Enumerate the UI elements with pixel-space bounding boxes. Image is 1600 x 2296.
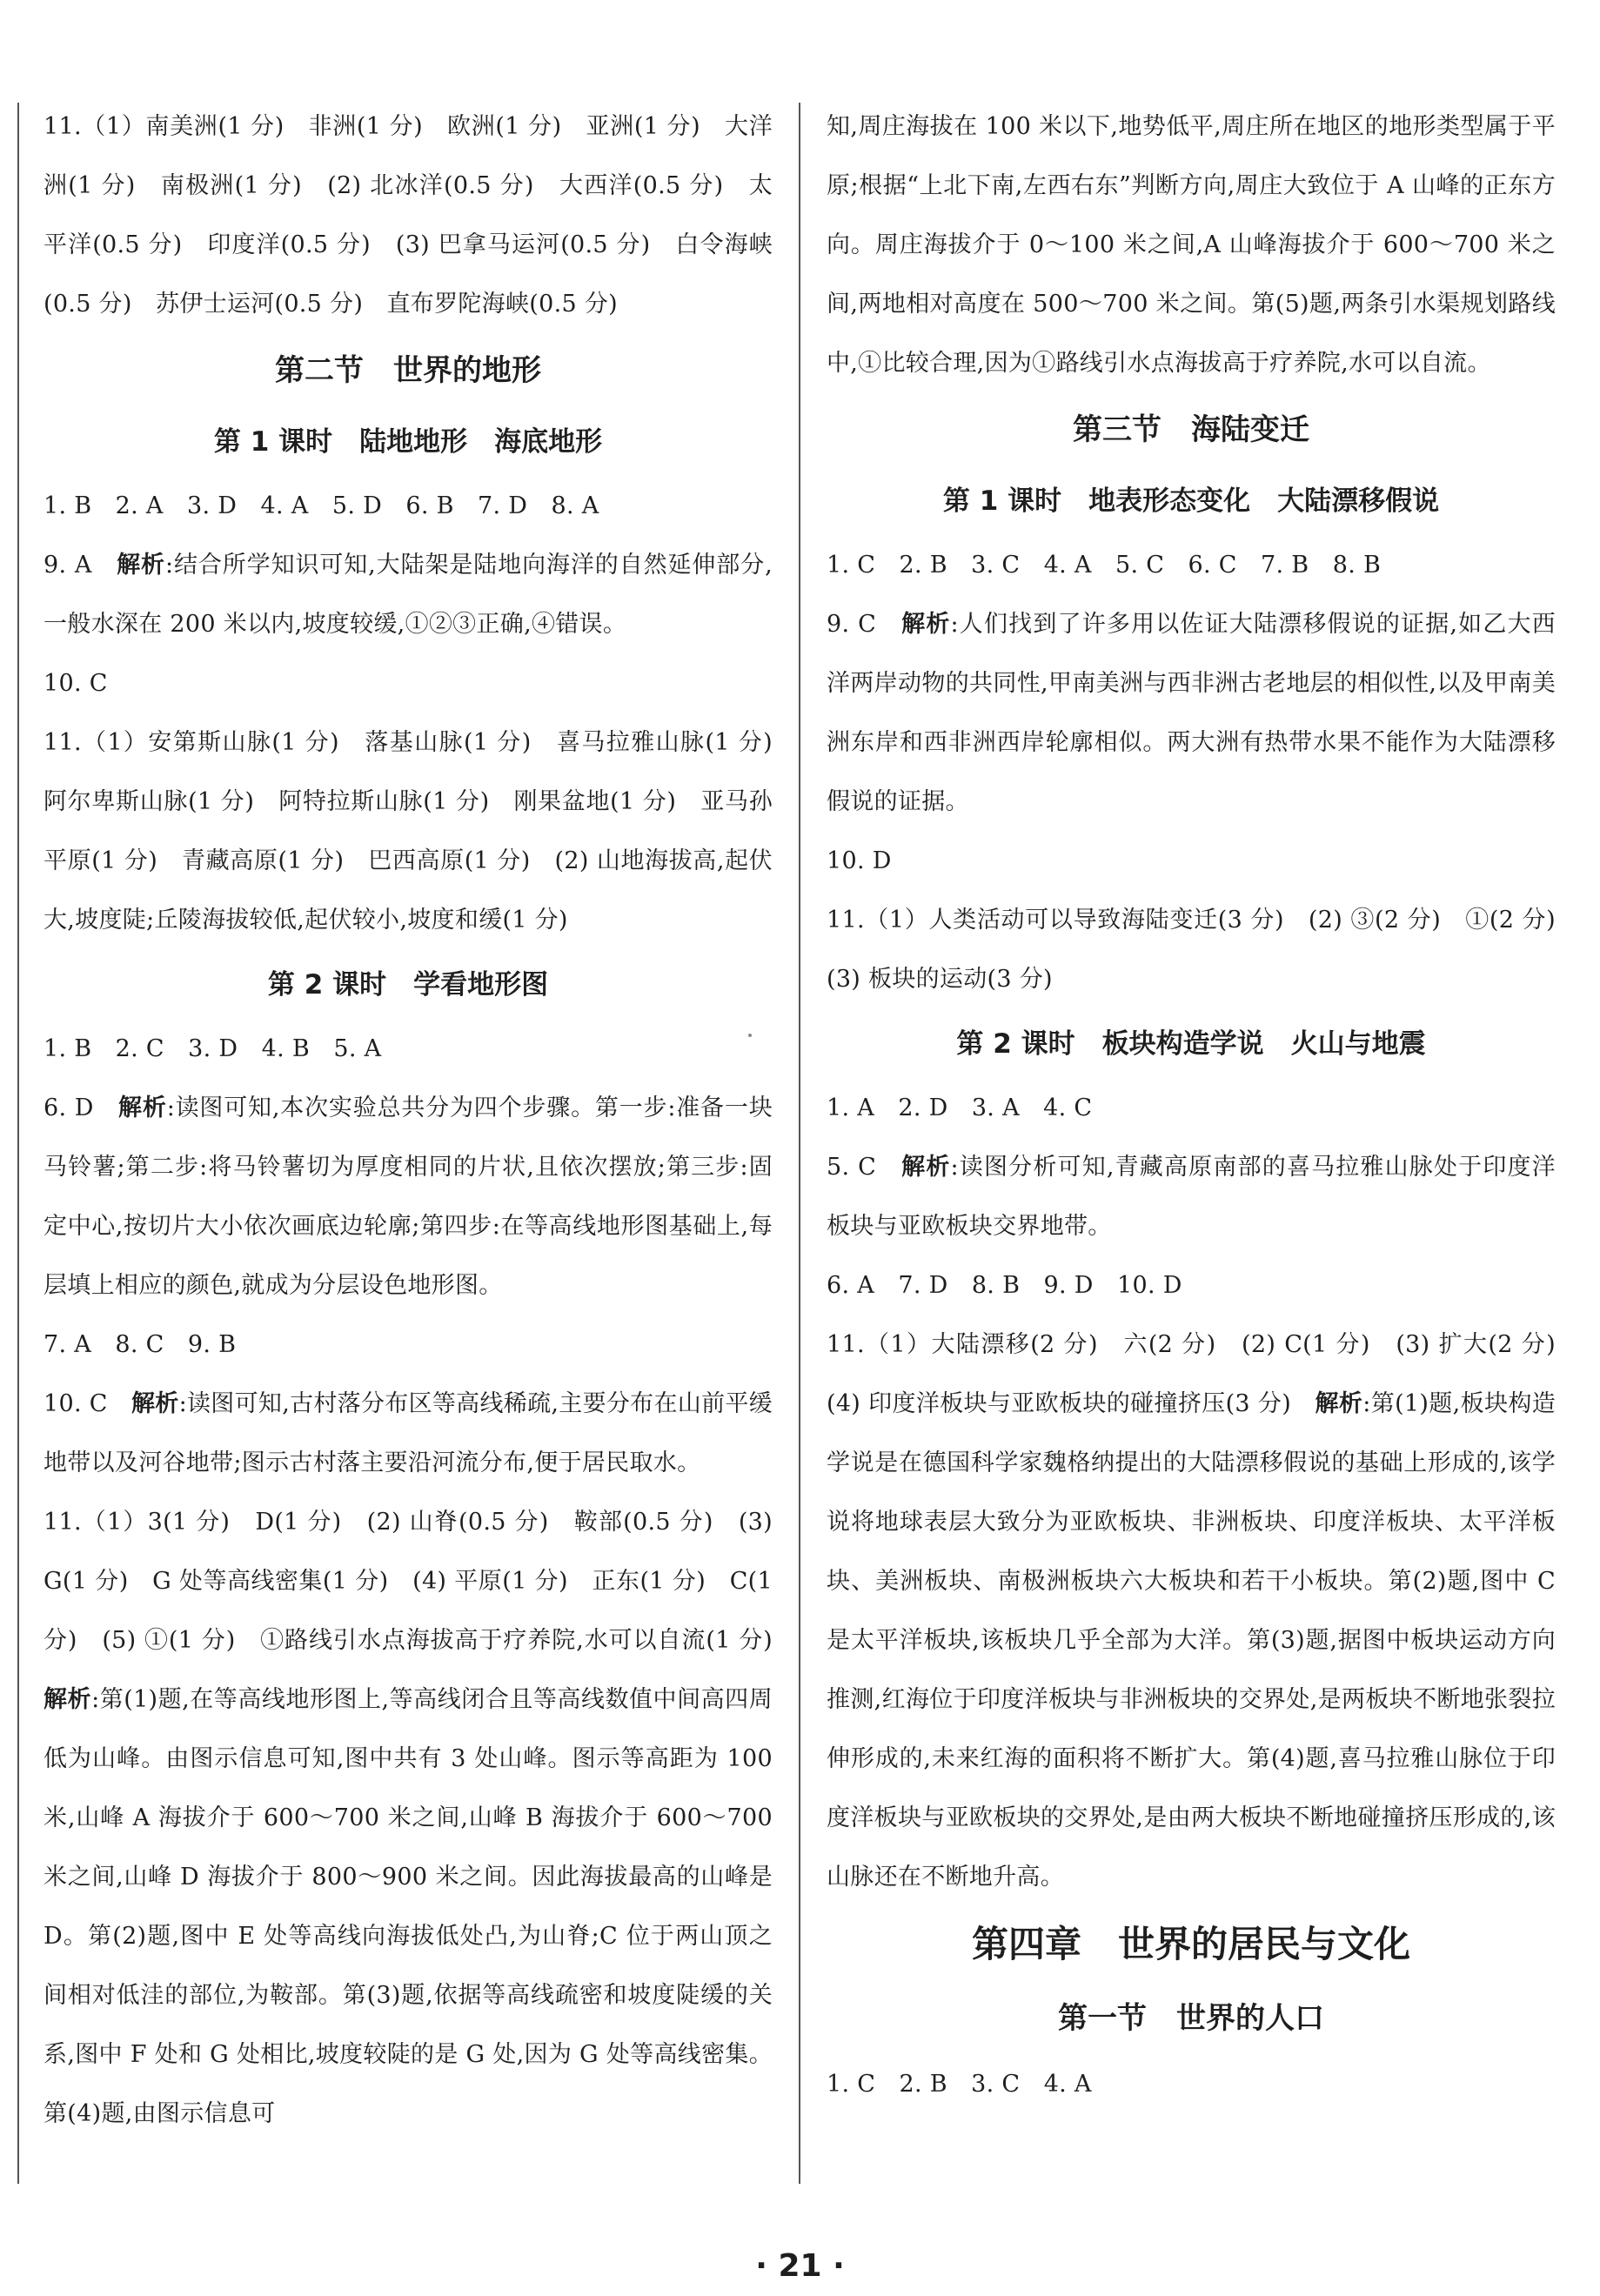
lesson2-q11: [827, 1315, 1580, 1907]
lesson1-title: 第 1 课时 地表形态变化 大陆漂移假说: [942, 485, 1440, 517]
analysis-label: 解析: [901, 611, 951, 638]
left-column: [44, 103, 797, 2144]
q10-analysis: :读图可知,古村落分布区等高线稀疏,主要分布在山前平缓地带以及河谷地带;图示古村落主要沿河流分布,便于居民取水。: [44, 1390, 773, 1476]
lesson1-q9: [44, 536, 773, 654]
section-title-landforms: 第二节 世界的地形: [275, 353, 541, 388]
lesson1-q10: 10. D: [827, 847, 892, 874]
lesson1-q10: 10. C: [44, 670, 108, 697]
q11-analysis: :第(1)题,在等高线地形图上,等高线闭合且等高线数值中间高四周低为山峰。由图示信息可知,图中共有 3 处山峰。图示等高距为 100 米,山峰 A 海拔介于 600～700 米之间,山峰 B 海拔介于 600～700 米之间,山峰 D 海拔介于 800～900 米之间。因此海拔最高的山峰是 D。第(2)题,图中 E 处等高线向海拔低处凸,为山脊;C 位于两山顶之间相对低洼的部位,为鞍部。第(3)题,依据等高线疏密和坡度陡缓的关系,图中 F 处和 G 处相比,坡度较陡的是 G 处,因为 G 处等高线密集。第(4)题,由图示信息可: [44, 1686, 773, 2127]
lesson2-q11: [44, 1493, 797, 2144]
q9-analysis: :人们找到了许多用以佐证大陆漂移假说的证据,如乙大西洋两岸动物的共同性,甲南美洲与西非洲古老地层的相似性,以及甲南美洲东岸和西非洲西岸轮廓相似。两大洲有热带水果不能作为大陆漂移假说的证据。: [827, 611, 1556, 815]
q5-answer: 5. C: [827, 1154, 902, 1181]
q6-answer: 6. D: [44, 1094, 119, 1121]
q11-answer: 11.（1）3(1 分) D(1 分) (2) 山脊(0.5 分) 鞍部(0.5 分) (3) G(1 分) G 处等高线密集(1 分) (4) 平原(1 分) 正东(1 分) C(1 分) (5) ①(1 分) ①路线引水点海拔高于疗养院,水可以自流(1 分): [44, 1509, 797, 1654]
analysis-label: 解析: [1315, 1390, 1363, 1417]
lesson2-q6: [44, 1079, 773, 1315]
lesson2-title: 第 2 课时 学看地形图: [267, 969, 549, 1001]
center-divider-rule: [799, 103, 800, 2184]
chapter4-title: 第四章 世界的居民与文化: [971, 1923, 1410, 1965]
q5-analysis: :读图分析可知,青藏高原南部的喜马拉雅山脉处于印度洋板块与亚欧板块交界地带。: [827, 1154, 1556, 1240]
lesson2-choice-answers-1: 1. A 2. D 3. A 4. C: [827, 1094, 1093, 1121]
lesson1-q11: 11.（1）安第斯山脉(1 分) 落基山脉(1 分) 喜马拉雅山脉(1 分) 阿尔卑斯山脉(1 分) 阿特拉斯山脉(1 分) 刚果盆地(1 分) 亚马孙平原(1 分) 青藏高原(1 分) 巴西高原(1 分) (2) 山地海拔高,起伏大,坡度陡;丘陵海拔较低,起伏较小,坡度和缓(1 分): [44, 729, 797, 934]
lesson2-choice-answers-1: 1. B 2. C 3. D 4. B 5. A: [44, 1035, 382, 1062]
right-column: [827, 103, 1580, 2114]
q10-answer: 10. C: [44, 1390, 131, 1417]
lesson1-choice-answers: 1. B 2. A 3. D 4. A 5. D 6. B 7. D 8. A: [44, 492, 599, 519]
chapter4-section1-title: 第一节 世界的人口: [1058, 2001, 1324, 2036]
lesson1-q11: 11.（1）人类活动可以导致海陆变迁(3 分) (2) ③(2 分) ①(2 分) (3) 板块的运动(3 分): [827, 907, 1580, 993]
lesson2-q10: [44, 1375, 773, 1493]
q11-answer: 11.（1）大陆漂移(2 分) 六(2 分) (2) C(1 分) (3) 扩大(2 分) (4) 印度洋板块与亚欧板块的碰撞挤压(3 分): [827, 1331, 1580, 1417]
q11-analysis: :第(1)题,板块构造学说是在德国科学家魏格纳提出的大陆漂移假说的基础上形成的,该学说将地球表层大致分为亚欧板块、非洲板块、印度洋板块、太平洋板块、美洲板块、南极洲板块六大板块和若干小板块。第(2)题,图中 C 是太平洋板块,该板块几乎全部为大洋。第(3)题,据图中板块运动方向推测,红海位于印度洋板块与非洲板块的交界处,是两板块不断地张裂拉伸形成的,未来红海的面积将不断扩大。第(4)题,喜马拉雅山脉位于印度洋板块与亚欧板块的交界处,是由两大板块不断地碰撞挤压形成的,该山脉还在不断地升高。: [827, 1390, 1556, 1891]
page-number: · 21 ·: [755, 2248, 845, 2284]
analysis-label: 解析: [44, 1686, 92, 1713]
lesson2-q5: [827, 1138, 1556, 1256]
lesson1-q9: [827, 595, 1556, 832]
analysis-label: 解析: [131, 1390, 179, 1417]
q6-analysis: :读图可知,本次实验总共分为四个步骤。第一步:准备一块马铃薯;第二步:将马铃薯切为厚度相同的片状,且依次摆放;第三步:固定中心,按切片大小依次画底边轮廓;第四步:在等高线地形图基础上,每层填上相应的颜色,就成为分层设色地形图。: [44, 1094, 773, 1299]
q9-answer: 9. A: [44, 552, 117, 579]
lesson2-choice-answers-2: 6. A 7. D 8. B 9. D 10. D: [827, 1272, 1182, 1299]
q9-analysis: :结合所学知识可知,大陆架是陆地向海洋的自然延伸部分,一般水深在 200 米以内,坡度较缓,①②③正确,④错误。: [44, 552, 773, 638]
lesson2-choice-answers-2: 7. A 8. C 9. B: [44, 1331, 237, 1358]
lesson1-choice-answers: 1. C 2. B 3. C 4. A 5. C 6. C 7. B 8. B: [827, 552, 1382, 579]
analysis-label: 解析: [118, 1094, 167, 1121]
q11-analysis-continued: 知,周庄海拔在 100 米以下,地势低平,周庄所在地区的地形类型属于平原;根据“上北下南,左西右东”判断方向,周庄大致位于 A 山峰的正东方向。周庄海拔介于 0～100 米之间,A 山峰海拔介于 600～700 米之间,两地相对高度在 500～700 米之间。第(5)题,两条引水渠规划路线中,①比较合理,因为①路线引水点海拔高于疗养院,水可以自流。: [827, 113, 1556, 377]
q11-continents-oceans: 11.（1）南美洲(1 分) 非洲(1 分) 欧洲(1 分) 亚洲(1 分) 大洋洲(1 分) 南极洲(1 分) (2) 北冰洋(0.5 分) 大西洋(0.5 分) 太平洋(0.5 分) 印度洋(0.5 分) (3) 巴拿马运河(0.5 分) 白令海峡(0.5 分) 苏伊士运河(0.5 分) 直布罗陀海峡(0.5 分): [44, 113, 773, 318]
left-margin-rule: [17, 103, 19, 2184]
q9-answer: 9. C: [827, 611, 902, 638]
chapter4-choice-answers: 1. C 2. B 3. C 4. A: [827, 2071, 1092, 2098]
analysis-label: 解析: [117, 552, 165, 579]
lesson1-title: 第 1 课时 陆地地形 海底地形: [213, 426, 603, 458]
lesson2-title: 第 2 课时 板块构造学说 火山与地震: [956, 1028, 1426, 1060]
section-title-sea-land-change: 第三节 海陆变迁: [1073, 412, 1309, 447]
analysis-label: 解析: [901, 1154, 951, 1181]
